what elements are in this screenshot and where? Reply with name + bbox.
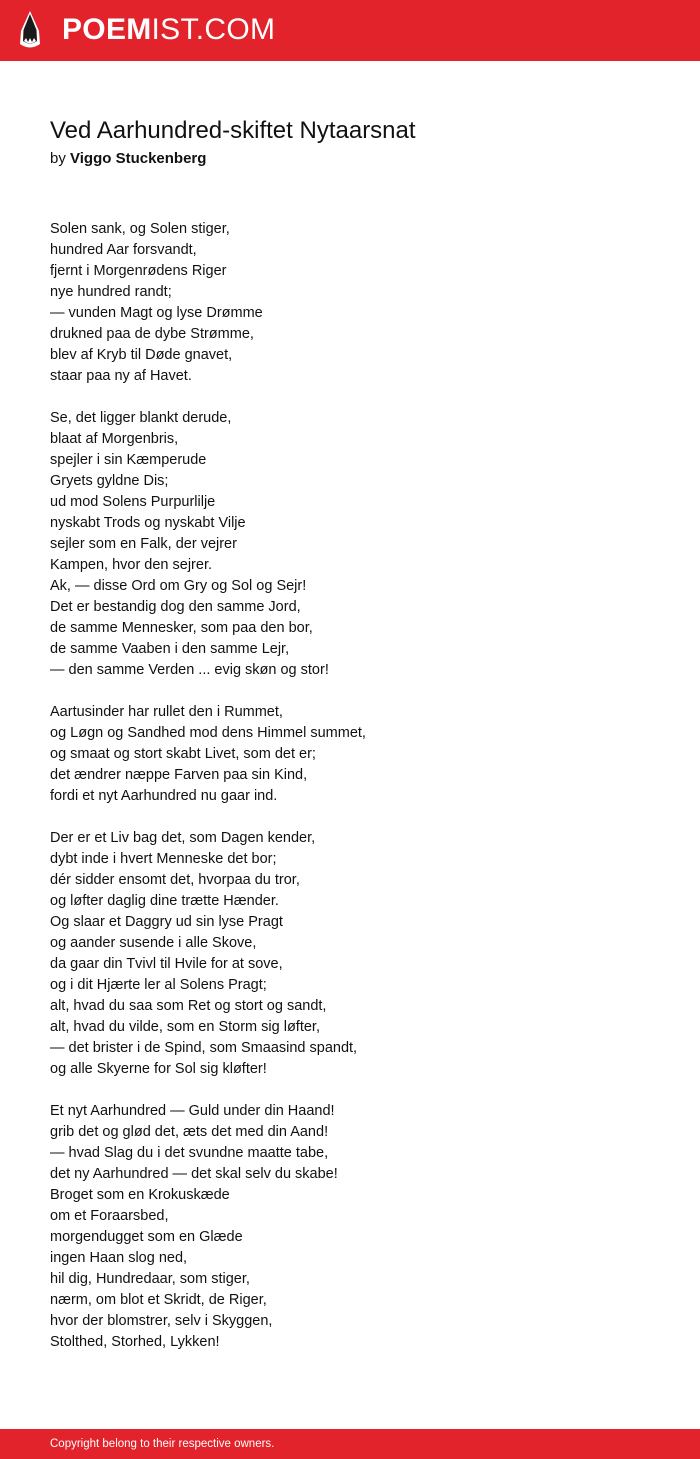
poem-line: og alle Skyerne for Sol sig kløfter! [50, 1061, 267, 1077]
stanza [50, 408, 650, 681]
poem-line: om et Foraarsbed, [50, 1208, 169, 1224]
logo-text-light: IST.COM [151, 13, 276, 46]
stanza [50, 219, 650, 387]
poem-line: ud mod Solens Purpurlilje [50, 494, 216, 510]
poem-line: Solen sank, og Solen stiger, [50, 221, 230, 237]
poem-line: Stolthed, Storhed, Lykken! [50, 1334, 220, 1350]
poem-line: staar paa ny af Havet. [50, 368, 192, 384]
pen-nib-icon[interactable] [17, 10, 43, 50]
poem-line: Kampen, hvor den sejrer. [50, 557, 213, 573]
site-header [0, 0, 700, 61]
poem-line: de samme Vaaben i den samme Lejr, [50, 641, 290, 657]
poem-line: nye hundred randt; [50, 284, 172, 300]
poem-line: Et nyt Aarhundred — Guld under din Haand! [50, 1103, 335, 1119]
poem-line: hil dig, Hundredaar, som stiger, [50, 1271, 250, 1287]
poem-line: fjernt i Morgenrødens Riger [50, 263, 227, 279]
poem-line: de samme Mennesker, som paa den bor, [50, 620, 313, 636]
poem-line: da gaar din Tvivl til Hvile for at sove, [50, 956, 283, 972]
poem-line: grib det og glød det, æts det med din Aand! [50, 1124, 329, 1140]
poem-line: blev af Kryb til Døde gnavet, [50, 347, 233, 363]
poem-title: Ved Aarhundred-skiftet Nytaarsnat [50, 117, 416, 144]
poem-line: Det er bestandig dog den samme Jord, [50, 599, 301, 615]
copyright-text: Copyright belong to their respective owners. [50, 1438, 275, 1450]
poem-line: hundred Aar forsvandt, [50, 242, 197, 258]
poem-line: og i dit Hjærte ler al Solens Pragt; [50, 977, 267, 993]
poem-line: morgendugget som en Glæde [50, 1229, 243, 1245]
poem-line: Broget som en Krokuskæde [50, 1187, 230, 1203]
site-footer [0, 1429, 700, 1459]
site-logo[interactable] [62, 12, 275, 48]
stanza [50, 702, 650, 807]
poem-line: dybt inde i hvert Menneske det bor; [50, 851, 277, 867]
poem-line: og Løgn og Sandhed mod dens Himmel summet, [50, 725, 366, 741]
poem-line: — hvad Slag du i det svundne maatte tabe, [50, 1145, 329, 1161]
poem-line: det ændrer næppe Farven paa sin Kind, [50, 767, 308, 783]
poem-line: ingen Haan slog ned, [50, 1250, 188, 1266]
poem-line: Ak, — disse Ord om Gry og Sol og Sejr! [50, 578, 307, 594]
poem-line: nyskabt Trods og nyskabt Vilje [50, 515, 246, 531]
poem-line: dér sidder ensomt det, hvorpaa du tror, [50, 872, 300, 888]
by-label: by [50, 150, 66, 167]
poem-line: — vunden Magt og lyse Drømme [50, 305, 263, 321]
poem-line: — den samme Verden ... evig skøn og stor! [50, 662, 329, 678]
poem-line: nærm, om blot et Skridt, de Riger, [50, 1292, 267, 1308]
poem-line: fordi et nyt Aarhundred nu gaar ind. [50, 788, 278, 804]
poem-line: blaat af Morgenbris, [50, 431, 179, 447]
poem-line: det ny Aarhundred — det skal selv du skabe! [50, 1166, 338, 1182]
poem-line: Og slaar et Daggry ud sin lyse Pragt [50, 914, 283, 930]
poem-line: sejler som en Falk, der vejrer [50, 536, 237, 552]
poem-line: Aartusinder har rullet den i Rummet, [50, 704, 283, 720]
poem-line: og smaat og stort skabt Livet, som det er; [50, 746, 316, 762]
poem-line: og løfter daglig dine trætte Hænder. [50, 893, 279, 909]
poem-body [50, 219, 650, 1374]
poem-line: drukned paa de dybe Strømme, [50, 326, 254, 342]
poem-line: spejler i sin Kæmperude [50, 452, 207, 468]
poem-line: alt, hvad du vilde, som en Storm sig løfter, [50, 1019, 320, 1035]
stanza [50, 828, 650, 1080]
poem-line: — det brister i de Spind, som Smaasind spandt, [50, 1040, 358, 1056]
poem-line: Se, det ligger blankt derude, [50, 410, 232, 426]
stanza [50, 1101, 650, 1353]
poem-line: Der er et Liv bag det, som Dagen kender, [50, 830, 316, 846]
author-name[interactable]: Viggo Stuckenberg [70, 150, 207, 167]
poem-line: hvor der blomstrer, selv i Skyggen, [50, 1313, 273, 1329]
poem-line: og aander susende i alle Skove, [50, 935, 257, 951]
logo-text-bold: POEM [62, 13, 152, 46]
byline [50, 148, 206, 170]
poem-line: alt, hvad du saa som Ret og stort og sandt, [50, 998, 327, 1014]
poem-line: Gryets gyldne Dis; [50, 473, 169, 489]
